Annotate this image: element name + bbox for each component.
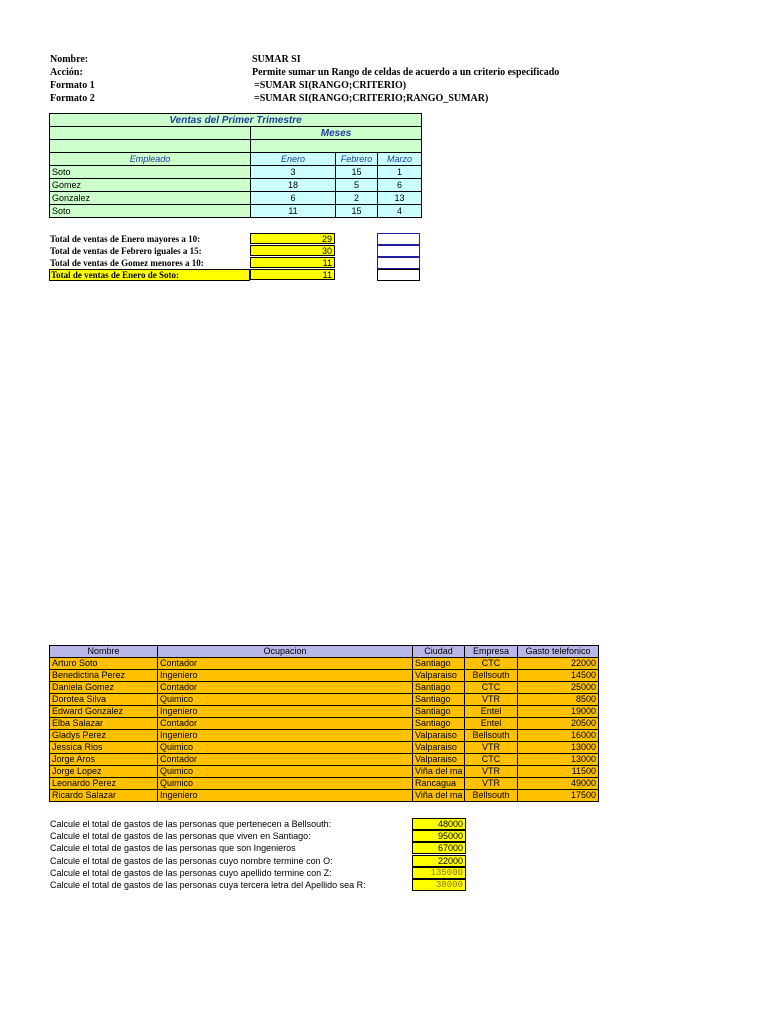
table-row: [50, 754, 599, 766]
question-answer[interactable]: 135000: [412, 867, 466, 879]
question-label: Calcule el total de gastos de las personas que pertenecen a Bellsouth:: [50, 819, 332, 829]
ventas-meses-header: Meses: [251, 127, 422, 140]
gastos-cell-ocupacion[interactable]: Ingeniero: [158, 790, 413, 802]
gastos-cell-empresa[interactable]: CTC: [465, 682, 518, 694]
table-row: [50, 179, 422, 192]
gastos-cell-nombre[interactable]: Jorge Lopez: [50, 766, 158, 778]
ventas-cell-enero[interactable]: 6: [251, 192, 336, 205]
gastos-cell-ciudad[interactable]: Santiago: [413, 694, 465, 706]
gastos-cell-gasto[interactable]: 11500: [518, 766, 599, 778]
gastos-cell-empresa[interactable]: VTR: [465, 742, 518, 754]
ventas-cell-febrero[interactable]: 2: [336, 192, 378, 205]
gastos-cell-empresa[interactable]: VTR: [465, 694, 518, 706]
question-answer[interactable]: 22000: [412, 855, 466, 867]
table-row: [50, 742, 599, 754]
table-row: [50, 790, 599, 802]
header-label-formato1: Formato 1: [50, 80, 95, 91]
gastos-cell-nombre[interactable]: Jessica Rios: [50, 742, 158, 754]
question-label: Calcule el total de gastos de las personas cuya tercera letra del Apellido sea R:: [50, 880, 366, 890]
gastos-cell-empresa[interactable]: Bellsouth: [465, 730, 518, 742]
gastos-cell-ciudad[interactable]: Valparaiso: [413, 730, 465, 742]
gastos-cell-ocupacion[interactable]: Contador: [158, 718, 413, 730]
gastos-table: [49, 645, 599, 802]
total-value-enero-mayores[interactable]: 29: [250, 233, 335, 244]
gastos-cell-gasto[interactable]: 13000: [518, 754, 599, 766]
ventas-col-empleado: Empleado: [50, 153, 251, 166]
gastos-cell-ocupacion[interactable]: Quimico: [158, 694, 413, 706]
table-row: [50, 766, 599, 778]
ventas-cell-enero[interactable]: 11: [251, 205, 336, 218]
table-row: [50, 730, 599, 742]
gastos-cell-nombre[interactable]: Benedictina Perez: [50, 670, 158, 682]
gastos-cell-nombre[interactable]: Daniela Gomez: [50, 682, 158, 694]
header-value-formato2: =SUMAR SI(RANGO;CRITERIO;RANGO_SUMAR): [254, 93, 489, 104]
gastos-cell-ocupacion[interactable]: Contador: [158, 658, 413, 670]
gastos-cell-ocupacion[interactable]: Quimico: [158, 742, 413, 754]
gastos-cell-ocupacion[interactable]: Contador: [158, 682, 413, 694]
ventas-cell-name[interactable]: Soto: [50, 205, 251, 218]
gastos-cell-ciudad[interactable]: Santiago: [413, 658, 465, 670]
question-label: Calcule el total de gastos de las personas que son Ingenieros: [50, 843, 296, 854]
question-answer[interactable]: 48000: [412, 818, 466, 830]
question-label: Calcule el total de gastos de las personas cuyo nombre termine con O:: [50, 855, 333, 866]
ventas-cell-marzo[interactable]: 13: [378, 192, 422, 205]
gastos-cell-ocupacion[interactable]: Ingeniero: [158, 706, 413, 718]
ventas-cell-marzo[interactable]: 6: [378, 179, 422, 192]
total-label-enero-soto: Total de ventas de Enero de Soto:: [49, 269, 250, 281]
gastos-cell-empresa[interactable]: Bellsouth: [465, 790, 518, 802]
gastos-cell-gasto[interactable]: 17500: [518, 790, 599, 802]
gastos-cell-gasto[interactable]: 16000: [518, 730, 599, 742]
gastos-col-empresa: Empresa: [465, 646, 518, 658]
table-row: [50, 658, 599, 670]
gastos-cell-nombre[interactable]: Elba Salazar: [50, 718, 158, 730]
total-label-enero-mayores: Total de ventas de Enero mayores a 10:: [50, 234, 201, 244]
ventas-cell-febrero[interactable]: 5: [336, 179, 378, 192]
gastos-cell-nombre[interactable]: Gladys Perez: [50, 730, 158, 742]
header-label-nombre: Nombre:: [50, 54, 89, 65]
gastos-cell-ciudad[interactable]: Viña del ma: [413, 766, 465, 778]
ventas-cell-name[interactable]: Gonzalez: [50, 192, 251, 205]
table-row: [50, 205, 422, 218]
ventas-cell-marzo[interactable]: 1: [378, 166, 422, 179]
header-label-accion: Acción:: [50, 67, 83, 78]
table-row: [50, 778, 599, 790]
table-row: [50, 166, 422, 179]
gastos-cell-nombre[interactable]: Edward Gonzalez: [50, 706, 158, 718]
gastos-cell-gasto[interactable]: 25000: [518, 682, 599, 694]
question-answer[interactable]: 95000: [412, 830, 466, 842]
gastos-cell-ciudad[interactable]: Valparaiso: [413, 670, 465, 682]
table-row: [50, 718, 599, 730]
answer-box[interactable]: [377, 269, 420, 281]
gastos-cell-ciudad[interactable]: Rancagua: [413, 778, 465, 790]
gastos-col-gasto: Gasto telefonico: [518, 646, 599, 658]
gastos-cell-empresa[interactable]: VTR: [465, 778, 518, 790]
question-answer[interactable]: 67000: [412, 842, 466, 854]
total-value-gomez-menores[interactable]: 11: [250, 257, 335, 268]
gastos-cell-gasto[interactable]: 13000: [518, 742, 599, 754]
header-value-formato1: =SUMAR SI(RANGO;CRITERIO): [254, 80, 407, 91]
ventas-cell-enero[interactable]: 18: [251, 179, 336, 192]
gastos-cell-gasto[interactable]: 22000: [518, 658, 599, 670]
gastos-col-nombre: Nombre: [50, 646, 158, 658]
gastos-cell-ciudad[interactable]: Valparaiso: [413, 742, 465, 754]
ventas-title: Ventas del Primer Trimestre: [50, 114, 422, 127]
ventas-cell-marzo[interactable]: 4: [378, 205, 422, 218]
total-value-enero-soto[interactable]: 11: [250, 269, 335, 280]
question-label: Calcule el total de gastos de las personas que viven en Santiago:: [50, 831, 311, 842]
total-value-febrero-iguales[interactable]: 30: [250, 245, 335, 256]
gastos-cell-empresa[interactable]: VTR: [465, 766, 518, 778]
gastos-cell-ciudad[interactable]: Valparaiso: [413, 754, 465, 766]
table-row: [50, 670, 599, 682]
gastos-cell-gasto[interactable]: 8500: [518, 694, 599, 706]
gastos-cell-ocupacion[interactable]: Quimico: [158, 766, 413, 778]
gastos-col-ocupacion: Ocupacion: [158, 646, 413, 658]
gastos-cell-empresa[interactable]: Bellsouth: [465, 670, 518, 682]
gastos-cell-nombre[interactable]: Jorge Aros: [50, 754, 158, 766]
question-label: Calcule el total de gastos de las personas cuyo apellido termine con Z:: [50, 867, 332, 878]
ventas-table: [49, 113, 422, 218]
answer-box[interactable]: [377, 257, 420, 269]
ventas-cell-name[interactable]: Soto: [50, 166, 251, 179]
ventas-col-febrero: Febrero: [336, 153, 378, 166]
ventas-cell-enero[interactable]: 3: [251, 166, 336, 179]
answer-box[interactable]: [377, 245, 420, 257]
table-row: [50, 192, 422, 205]
table-row: [50, 694, 599, 706]
ventas-blank-cell[interactable]: [251, 140, 422, 153]
gastos-cell-nombre[interactable]: Dorotea Silva: [50, 694, 158, 706]
table-row: [50, 682, 599, 694]
question-answer[interactable]: 38000: [412, 879, 466, 891]
ventas-col-marzo: Marzo: [378, 153, 422, 166]
gastos-cell-gasto[interactable]: 49000: [518, 778, 599, 790]
gastos-cell-ciudad[interactable]: Santiago: [413, 682, 465, 694]
gastos-cell-gasto[interactable]: 19000: [518, 706, 599, 718]
gastos-cell-empresa[interactable]: Entel: [465, 718, 518, 730]
ventas-cell-name[interactable]: Gomez: [50, 179, 251, 192]
table-row: [50, 706, 599, 718]
header-label-formato2: Formato 2: [50, 93, 95, 104]
total-label-gomez-menores: Total de ventas de Gomez menores a 10:: [50, 258, 204, 268]
gastos-cell-ciudad[interactable]: Santiago: [413, 706, 465, 718]
ventas-col-enero: Enero: [251, 153, 336, 166]
gastos-cell-ocupacion[interactable]: Ingeniero: [158, 670, 413, 682]
gastos-cell-gasto[interactable]: 14500: [518, 670, 599, 682]
gastos-cell-ocupacion[interactable]: Ingeniero: [158, 730, 413, 742]
gastos-cell-ocupacion[interactable]: Quimico: [158, 778, 413, 790]
gastos-cell-empresa[interactable]: CTC: [465, 754, 518, 766]
gastos-cell-empresa[interactable]: CTC: [465, 658, 518, 670]
header-value-accion: Permite sumar un Rango de celdas de acuerdo a un criterio especificado: [252, 67, 560, 78]
gastos-col-ciudad: Ciudad: [413, 646, 465, 658]
header-value-nombre: SUMAR SI: [252, 54, 301, 65]
total-label-febrero-iguales: Total de ventas de Febrero iguales a 15:: [50, 246, 202, 256]
gastos-cell-nombre[interactable]: Arturo Soto: [50, 658, 158, 670]
gastos-cell-ocupacion[interactable]: Contador: [158, 754, 413, 766]
gastos-cell-gasto[interactable]: 20500: [518, 718, 599, 730]
ventas-cell-febrero[interactable]: 15: [336, 166, 378, 179]
answer-box[interactable]: [377, 233, 420, 245]
ventas-blank-cell[interactable]: [50, 127, 251, 140]
gastos-cell-nombre[interactable]: Ricardo Salazar: [50, 790, 158, 802]
gastos-cell-ciudad[interactable]: Santiago: [413, 718, 465, 730]
gastos-cell-ciudad[interactable]: Viña del ma: [413, 790, 465, 802]
gastos-cell-empresa[interactable]: Entel: [465, 706, 518, 718]
ventas-blank-cell[interactable]: [50, 140, 251, 153]
ventas-cell-febrero[interactable]: 15: [336, 205, 378, 218]
gastos-cell-nombre[interactable]: Leonardo Perez: [50, 778, 158, 790]
